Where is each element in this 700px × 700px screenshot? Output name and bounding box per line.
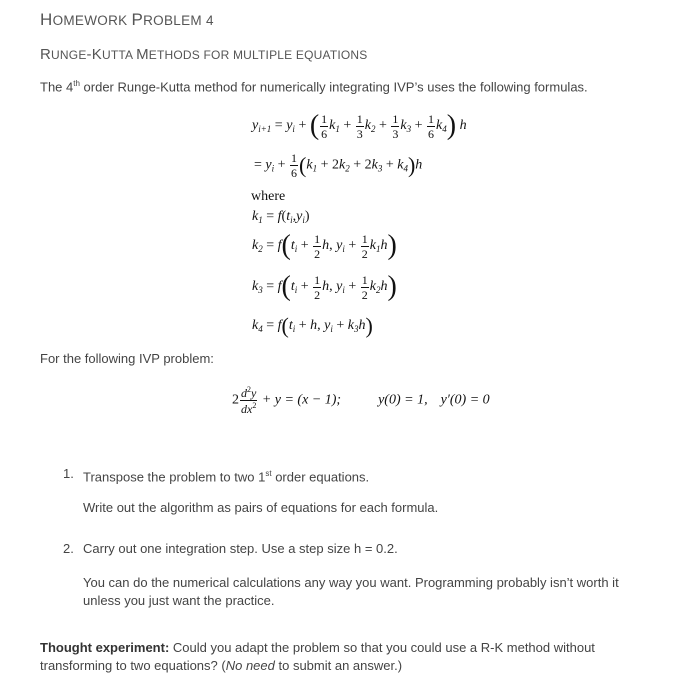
task-1-text: Transpose the problem to two 1st order equations.	[83, 469, 370, 485]
rk4-formula-line-1: $y_{i+1} = y_i$ + ( $\frac{1}{6}$ $k_1$ + $\frac{1}{3}$ $k_2$ + $\frac{1}{3}$ $k_3$ + $\frac{1}{6}$ $k_4$) h	[252, 110, 467, 141]
intro-paragraph: The 4th order Runge-Kutta method for numerically integrating IVP’s uses the following formulas.	[40, 79, 588, 95]
k4-formula: $k_4 = f(t_i + h$, $y_i + k_3h$)	[252, 313, 373, 338]
k2-formula: $k_2 = f(t_i$ + $\frac{1}{2}$ h, $y_i$ + $\frac{1}{2}$ $k_1h$)	[252, 230, 397, 261]
task-1-detail: Write out the algorithm as pairs of equations for each formula.	[83, 500, 439, 515]
thought-experiment: Thought experiment: Could you adapt the problem so that you could use a R-K method without transforming to two equations? (No need to submit an answer.)	[40, 640, 595, 673]
ivp-intro: For the following IVP problem:	[40, 351, 214, 366]
ivp-equation: 2 $\frac{d^2y}{dx^2}$ + y = (x − 1); y(0) = 1, y′(0) = 0	[232, 385, 490, 416]
task-2-text: Carry out one integration step. Use a step size h = 0.2.	[83, 541, 398, 556]
task-1-number: 1.	[63, 466, 74, 481]
rk4-formula-line-2: = $y_i$ + $\frac{1}{6}$ $(k_1 + 2k_2 + 2k_3 + k_4)h$	[254, 151, 423, 180]
where-label: where	[251, 189, 286, 204]
k3-formula: $k_3 = f(t_i$ + $\frac{1}{2}$ h, $y_i$ + $\frac{1}{2}$ $k_2h$)	[252, 271, 397, 302]
k1-formula: $k_1 = f(t_i,y_i)$	[252, 209, 310, 225]
page-title: HOMEWORK PROBLEM 4	[40, 10, 214, 29]
section-heading: RUNGE-KUTTA METHODS FOR MULTIPLE EQUATIONS	[40, 46, 368, 63]
task-2-number: 2.	[63, 541, 74, 556]
task-2-detail: You can do the numerical calculations any way you want. Programming probably isn’t worth it unless you just want the practice.	[83, 575, 619, 608]
